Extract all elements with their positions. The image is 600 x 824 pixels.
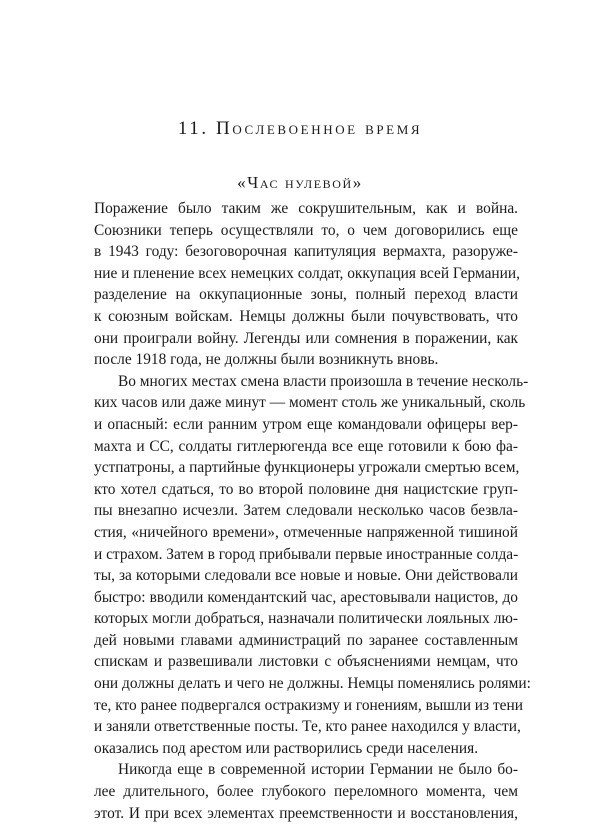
text-line: кто хотел сдаться, то во второй половине дня нацистские груп- <box>94 480 518 498</box>
text-line: и опасный: если ранним утром еще командовали офицеры вер- <box>94 415 518 433</box>
chapter-title: 11. Послевоенное время <box>177 118 423 139</box>
paragraph-1 <box>94 198 518 371</box>
text-line: махта и СС, солдаты гитлерюгенда все еще готовили к бою фа- <box>94 437 518 455</box>
text-line: ние и пленение всех немецких солдат, оккупация всей Германии, <box>94 264 520 282</box>
text-line: ты, за которыми следовали все новые и новые. Они действовали <box>94 567 518 585</box>
text-line: они проиграли войну. Легенды или сомнения в поражении, как <box>94 329 518 347</box>
paragraph-2 <box>94 371 531 760</box>
text-line: те, кто ранее подвергался остракизму и гонениям, вышли из тени <box>94 696 523 714</box>
text-line: дей новыми главами администраций по заранее составленным <box>94 631 518 649</box>
text-line: Союзники теперь осуществляли то, о чем договорились еще <box>94 221 518 239</box>
text-line: лее длительного, более глубокого переломного момента, чем <box>94 783 518 801</box>
text-line: оказались под арестом или растворились среди населения. <box>94 739 479 757</box>
text-line: ких часов или даже минут — момент столь же уникальный, сколь <box>94 394 526 412</box>
text-line: быстро: вводили комендантский час, арестовывали нацистов, до <box>94 588 518 606</box>
text-line: и страхом. Затем в город прибывали первые иностранные солда- <box>94 545 519 563</box>
text-line: спискам и развешивали листовки с объяснениями немцам, что <box>94 653 518 671</box>
paragraph-3 <box>94 759 518 824</box>
text-line: Никогда еще в современной истории Германии не было бо- <box>118 761 518 779</box>
text-line: они должны делать и чего не должны. Немцы поменялись ролями: <box>94 675 531 693</box>
text-line: пы внезапно исчезли. Затем следовали несколько часов безвла- <box>94 502 518 520</box>
text-line: этот. И при всех элементах преемственности и восстановления, <box>94 804 518 822</box>
text-line: разделение на оккупационные зоны, полный переход власти <box>94 286 518 304</box>
text-line: стия, «ничейного времени», отмеченные напряженной тишиной <box>94 523 518 541</box>
text-line: которых могли добраться, назначали политически лояльных лю- <box>94 610 518 628</box>
text-line: Поражение было таким же сокрушительным, как и война. <box>94 200 518 217</box>
text-line: Во многих местах смена власти произошла в течение несколь- <box>118 372 529 390</box>
body-text <box>94 198 531 824</box>
text-line: в 1943 году: безоговорочная капитуляция вермахта, разоруже- <box>94 243 518 261</box>
text-line: к союзным войскам. Немцы должны были почувствовать, что <box>94 307 518 325</box>
text-line: и заняли ответственные посты. Те, кто ранее находился у власти, <box>94 718 521 736</box>
text-line: устпатроны, а партийные функционеры угрожали смертью всем, <box>94 459 520 477</box>
text-line: после 1918 года, не должны были возникнуть вновь. <box>94 351 439 369</box>
section-title: «Час нулевой» <box>237 173 363 192</box>
